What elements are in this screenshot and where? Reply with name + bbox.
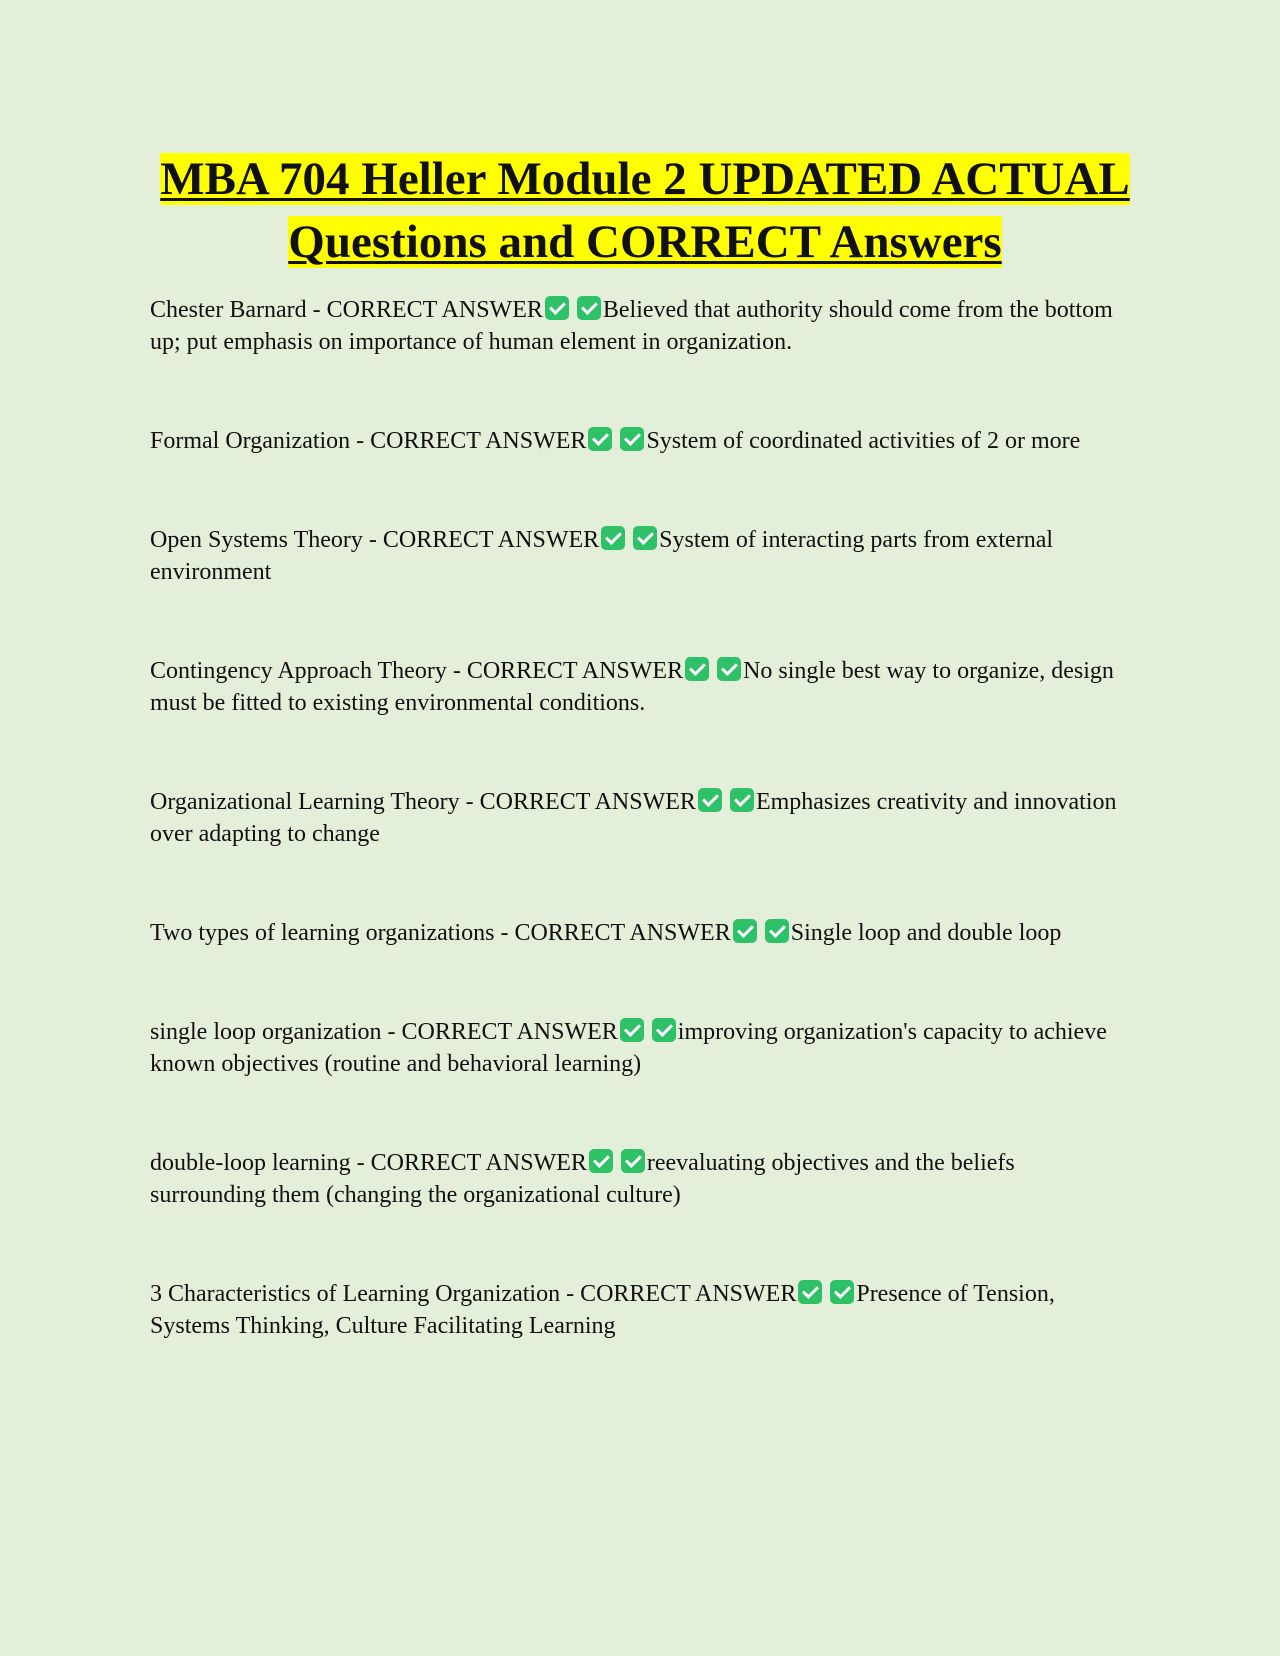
qa-term: Chester Barnard - (150, 297, 327, 323)
correct-answer-label: CORRECT ANSWER (401, 1019, 618, 1045)
check-mark-icon (685, 657, 709, 681)
qa-term: Organizational Learning Theory - (150, 789, 480, 815)
check-mark-icon (589, 1149, 613, 1173)
correct-answer-label: CORRECT ANSWER (479, 789, 696, 815)
check-mark-icon (698, 788, 722, 812)
qa-term: double-loop learning - (150, 1150, 371, 1176)
qa-term: Contingency Approach Theory - (150, 658, 467, 684)
correct-answer-label: CORRECT ANSWER (580, 1281, 797, 1307)
qa-definition: reevaluating objectives and the beliefs surrounding them (changing the organizational culture) (150, 1150, 1015, 1208)
qa-item (150, 1278, 1120, 1342)
qa-item (150, 786, 1120, 850)
correct-answer-label: CORRECT ANSWER (466, 658, 684, 684)
qa-definition: Believed that authority should come from the bottom up; put emphasis on importance of human element in organization. (150, 297, 1113, 355)
qa-definition: System of interacting parts from external environment (150, 527, 1054, 585)
correct-answer-label: CORRECT ANSWER (370, 1150, 587, 1176)
document-title (150, 148, 1140, 274)
qa-item (150, 655, 1120, 719)
qa-item (150, 917, 1120, 949)
qa-definition: System of coordinated activities of 2 or more (646, 428, 1081, 454)
qa-term: Open Systems Theory - (150, 527, 383, 553)
check-mark-icon (620, 1018, 644, 1042)
check-mark-icon (577, 296, 601, 320)
check-mark-icon (798, 1280, 822, 1304)
check-mark-icon (588, 427, 612, 451)
check-mark-icon (717, 657, 741, 681)
correct-answer-label: CORRECT ANSWER (382, 527, 600, 553)
check-mark-icon (830, 1280, 854, 1304)
qa-item (150, 1147, 1120, 1211)
correct-answer-label: CORRECT ANSWER (370, 428, 587, 454)
qa-definition: improving organization's capacity to achieve known objectives (routine and behavioral learning) (150, 1019, 1107, 1077)
qa-item (150, 1016, 1120, 1080)
check-mark-icon (621, 1149, 645, 1173)
qa-term: 3 Characteristics of Learning Organization - (150, 1281, 581, 1307)
qa-term: single loop organization - (150, 1019, 402, 1045)
check-mark-icon (730, 788, 754, 812)
qa-definition: Presence of Tension, Systems Thinking, Culture Facilitating Learning (150, 1281, 1055, 1339)
check-mark-icon (633, 526, 657, 550)
qa-term: Two types of learning organizations - (150, 920, 515, 946)
check-mark-icon (652, 1018, 676, 1042)
correct-answer-label: CORRECT ANSWER (514, 920, 731, 946)
qa-item (150, 524, 1120, 588)
correct-answer-label: CORRECT ANSWER (326, 297, 543, 323)
qa-definition: Emphasizes creativity and innovation over adapting to change (150, 789, 1117, 847)
document-title-text: MBA 704 Heller Module 2 UPDATED ACTUAL Questions and CORRECT Answers (160, 153, 1130, 268)
check-mark-icon (601, 526, 625, 550)
check-mark-icon (620, 427, 644, 451)
check-mark-icon (765, 919, 789, 943)
qa-definition: No single best way to organize, design must be fitted to existing environmental conditions. (150, 658, 1114, 716)
qa-item (150, 294, 1120, 358)
qa-definition: Single loop and double loop (790, 920, 1062, 946)
check-mark-icon (545, 296, 569, 320)
qa-item (150, 425, 1120, 457)
qa-term: Formal Organization - (150, 428, 371, 454)
check-mark-icon (733, 919, 757, 943)
